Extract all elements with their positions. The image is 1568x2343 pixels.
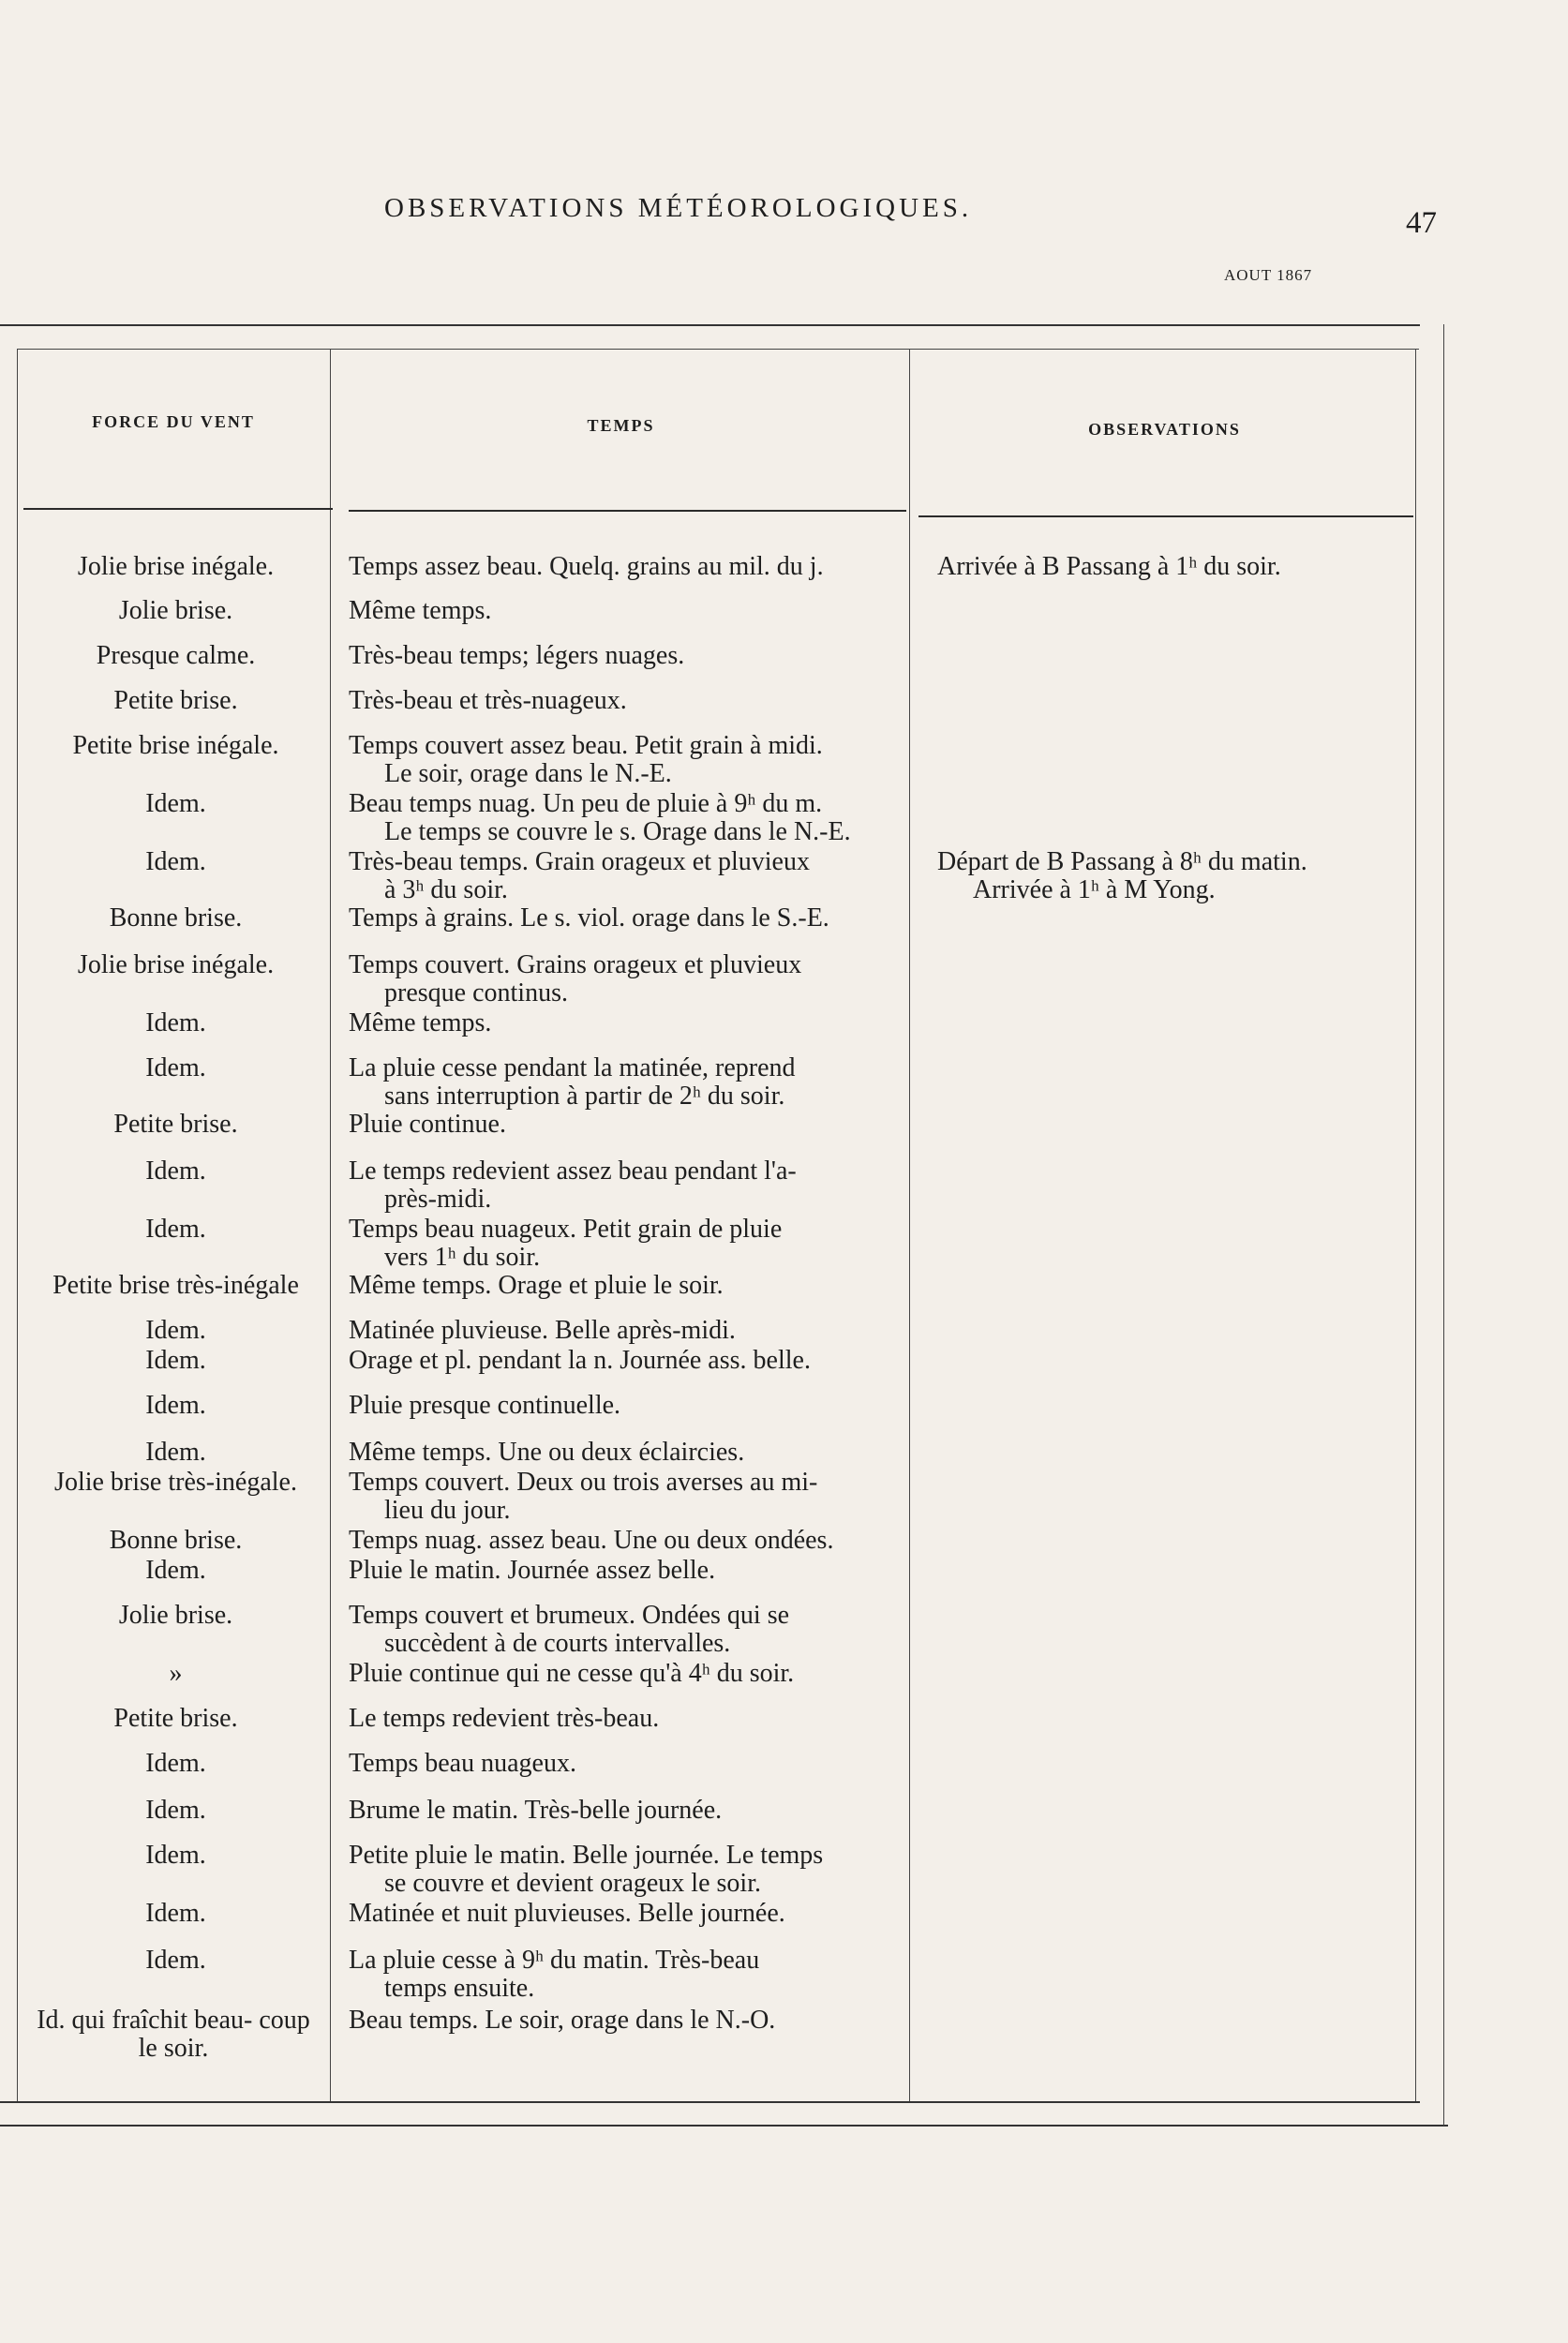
wind-force-cell: Presque calme. [96, 641, 256, 670]
weather-cell [349, 1392, 902, 1420]
weather-line: Le temps redevient assez beau pendant l'a- [349, 1157, 797, 1186]
weather-cell [349, 1009, 902, 1037]
weather-line: Très-beau temps. Grain orageux et pluvieux [349, 847, 810, 876]
col-divider-outer [1443, 324, 1444, 2126]
weather-line: Petite pluie le matin. Belle journée. Le temps [349, 1841, 824, 1870]
weather-line: succèdent à de courts intervalles. [384, 1629, 731, 1658]
weather-cell [349, 642, 902, 670]
weather-line: lieu du jour. [384, 1496, 511, 1525]
header-rule-observations [918, 515, 1413, 517]
wind-force-cell: Idem. [145, 1946, 206, 1975]
wind-force-cell: Id. qui fraîchit beau- coup le soir. [37, 2006, 310, 2063]
weather-line: Beau temps nuag. Un peu de pluie à 9ʰ du m. [349, 789, 823, 818]
weather-line: Pluie presque continuelle. [349, 1391, 621, 1420]
weather-line: Temps couvert. Deux ou trois averses au mi- [349, 1468, 818, 1497]
wind-force-cell: Idem. [145, 1899, 206, 1928]
weather-cell [349, 951, 902, 1007]
weather-line: Pluie continue qui ne cesse qu'à 4ʰ du soir. [349, 1659, 795, 1688]
table-frame-bottom-outer [0, 2125, 1448, 2127]
weather-line: Le temps se couvre le s. Orage dans le N.-E. [384, 817, 851, 846]
wind-force-cell: Petite brise très-inégale [52, 1271, 299, 1300]
weather-line: Temps assez beau. Quelq. grains au mil. du j. [349, 552, 824, 581]
weather-cell [349, 1705, 902, 1733]
weather-line: Même temps. [349, 1008, 492, 1037]
col-divider-left [17, 349, 18, 2101]
weather-cell [349, 687, 902, 715]
page-title: OBSERVATIONS MÉTÉOROLOGIQUES. [384, 193, 973, 223]
weather-line: Pluie continue. [349, 1110, 506, 1139]
weather-cell [349, 732, 902, 788]
weather-cell [349, 1797, 902, 1825]
weather-line: Beau temps. Le soir, orage dans le N.-O. [349, 2006, 776, 2035]
observation-line: Arrivée à B Passang à 1ʰ du soir. [937, 552, 1281, 581]
wind-force-cell: Bonne brise. [109, 903, 243, 933]
table-frame-top [0, 324, 1420, 326]
wind-force-cell: Idem. [145, 847, 206, 876]
weather-line: vers 1ʰ du soir. [384, 1243, 541, 1272]
weather-line: se couvre et devient orageux le soir. [384, 1869, 761, 1898]
page-date: AOUT 1867 [1224, 266, 1313, 284]
weather-cell [349, 1527, 902, 1555]
weather-cell [349, 1602, 902, 1658]
weather-line: Très-beau temps; légers nuages. [349, 641, 685, 670]
weather-line: temps ensuite. [384, 1974, 535, 2003]
weather-line: Temps couvert assez beau. Petit grain à midi. [349, 731, 823, 760]
table-frame-bottom [0, 2101, 1420, 2103]
weather-cell [349, 1557, 902, 1585]
weather-cell [349, 1439, 902, 1467]
weather-line: Temps beau nuageux. [349, 1749, 576, 1778]
weather-line: La pluie cesse pendant la matinée, reprend [349, 1053, 796, 1082]
weather-line: Temps nuag. assez beau. Une ou deux ondées. [349, 1526, 834, 1555]
weather-cell [349, 790, 902, 846]
column-header-observations: OBSERVATIONS [1088, 420, 1241, 439]
weather-line: Temps couvert et brumeux. Ondées qui se [349, 1601, 790, 1630]
weather-cell [349, 1947, 902, 2003]
weather-cell [349, 1317, 902, 1345]
observation-line: Arrivée à 1ʰ à M Yong. [973, 875, 1216, 904]
weather-cell [349, 597, 902, 625]
weather-line: Même temps. Orage et pluie le soir. [349, 1271, 724, 1300]
wind-force-cell: Jolie brise inégale. [77, 552, 275, 581]
weather-cell [349, 1111, 902, 1139]
header-rule-weather [349, 510, 906, 512]
wind-force-cell: Idem. [145, 789, 206, 818]
weather-cell [349, 1157, 902, 1214]
weather-line: Même temps. [349, 596, 492, 625]
weather-line: Le temps redevient très-beau. [349, 1704, 660, 1733]
wind-force-cell: Idem. [145, 1053, 206, 1082]
wind-force-cell: Idem. [145, 1796, 206, 1825]
observation-cell [937, 848, 1406, 904]
weather-cell [349, 553, 902, 581]
weather-line: Très-beau et très-nuageux. [349, 686, 627, 715]
weather-line: Temps couvert. Grains orageux et pluvieux [349, 950, 802, 979]
wind-force-cell: Idem. [145, 1749, 206, 1778]
weather-line: Orage et pl. pendant la n. Journée ass. belle. [349, 1346, 811, 1375]
wind-force-cell: Petite brise. [113, 1704, 238, 1733]
weather-line: presque continus. [384, 978, 568, 1007]
weather-cell [349, 1660, 902, 1688]
wind-force-cell: Bonne brise. [109, 1526, 243, 1555]
wind-force-cell: Idem. [145, 1215, 206, 1244]
weather-line: Brume le matin. Très-belle journée. [349, 1796, 723, 1825]
weather-cell [349, 1750, 902, 1778]
weather-cell [349, 904, 902, 933]
weather-cell [349, 1054, 902, 1111]
weather-line: Temps à grains. Le s. viol. orage dans le S.-E. [349, 903, 829, 933]
weather-line: Matinée pluvieuse. Belle après-midi. [349, 1316, 736, 1345]
weather-cell [349, 1469, 902, 1525]
weather-cell [349, 1842, 902, 1898]
wind-force-cell: Jolie brise. [118, 1601, 233, 1630]
header-rule-wind [23, 508, 333, 510]
weather-cell [349, 1900, 902, 1928]
column-header-wind: FORCE DU VENT [92, 412, 255, 431]
weather-cell [349, 848, 902, 904]
table-frame-top-inner [17, 349, 1419, 350]
wind-force-cell: Idem. [145, 1316, 206, 1345]
weather-line: Temps beau nuageux. Petit grain de pluie [349, 1215, 783, 1244]
weather-line: La pluie cesse à 9ʰ du matin. Très-beau [349, 1946, 760, 1975]
weather-cell [349, 2007, 902, 2035]
weather-line: Pluie le matin. Journée assez belle. [349, 1556, 716, 1585]
observation-cell [937, 553, 1406, 581]
wind-force-cell: Idem. [145, 1841, 206, 1870]
wind-force-cell: Idem. [145, 1391, 206, 1420]
wind-force-cell: Petite brise. [113, 1110, 238, 1139]
wind-force-cell: Petite brise inégale. [72, 731, 279, 760]
wind-force-cell: Jolie brise. [118, 596, 233, 625]
column-header-weather: TEMPS [587, 416, 655, 435]
weather-line: Même temps. Une ou deux éclaircies. [349, 1438, 745, 1467]
weather-cell [349, 1272, 902, 1300]
wind-force-cell: Jolie brise inégale. [77, 950, 275, 979]
weather-line: près-midi. [384, 1185, 492, 1214]
weather-cell [349, 1347, 902, 1375]
wind-force-cell: Idem. [145, 1438, 206, 1467]
wind-force-cell: » [169, 1659, 183, 1688]
col-divider-right [1415, 349, 1416, 2101]
wind-force-cell: Jolie brise très-inégale. [54, 1468, 297, 1497]
weather-line: à 3ʰ du soir. [384, 875, 508, 904]
weather-line: Matinée et nuit pluvieuses. Belle journée. [349, 1899, 785, 1928]
page-number: 47 [1406, 206, 1437, 240]
observation-line: Départ de B Passang à 8ʰ du matin. [937, 847, 1307, 876]
col-divider-weather-obs [909, 349, 910, 2101]
weather-cell [349, 1216, 902, 1272]
wind-force-cell: Idem. [145, 1157, 206, 1186]
weather-line: sans interruption à partir de 2ʰ du soir. [384, 1082, 785, 1111]
weather-line: Le soir, orage dans le N.-E. [384, 759, 672, 788]
wind-force-cell: Petite brise. [113, 686, 238, 715]
wind-force-cell: Idem. [145, 1346, 206, 1375]
wind-force-cell: Idem. [145, 1008, 206, 1037]
wind-force-cell: Idem. [145, 1556, 206, 1585]
